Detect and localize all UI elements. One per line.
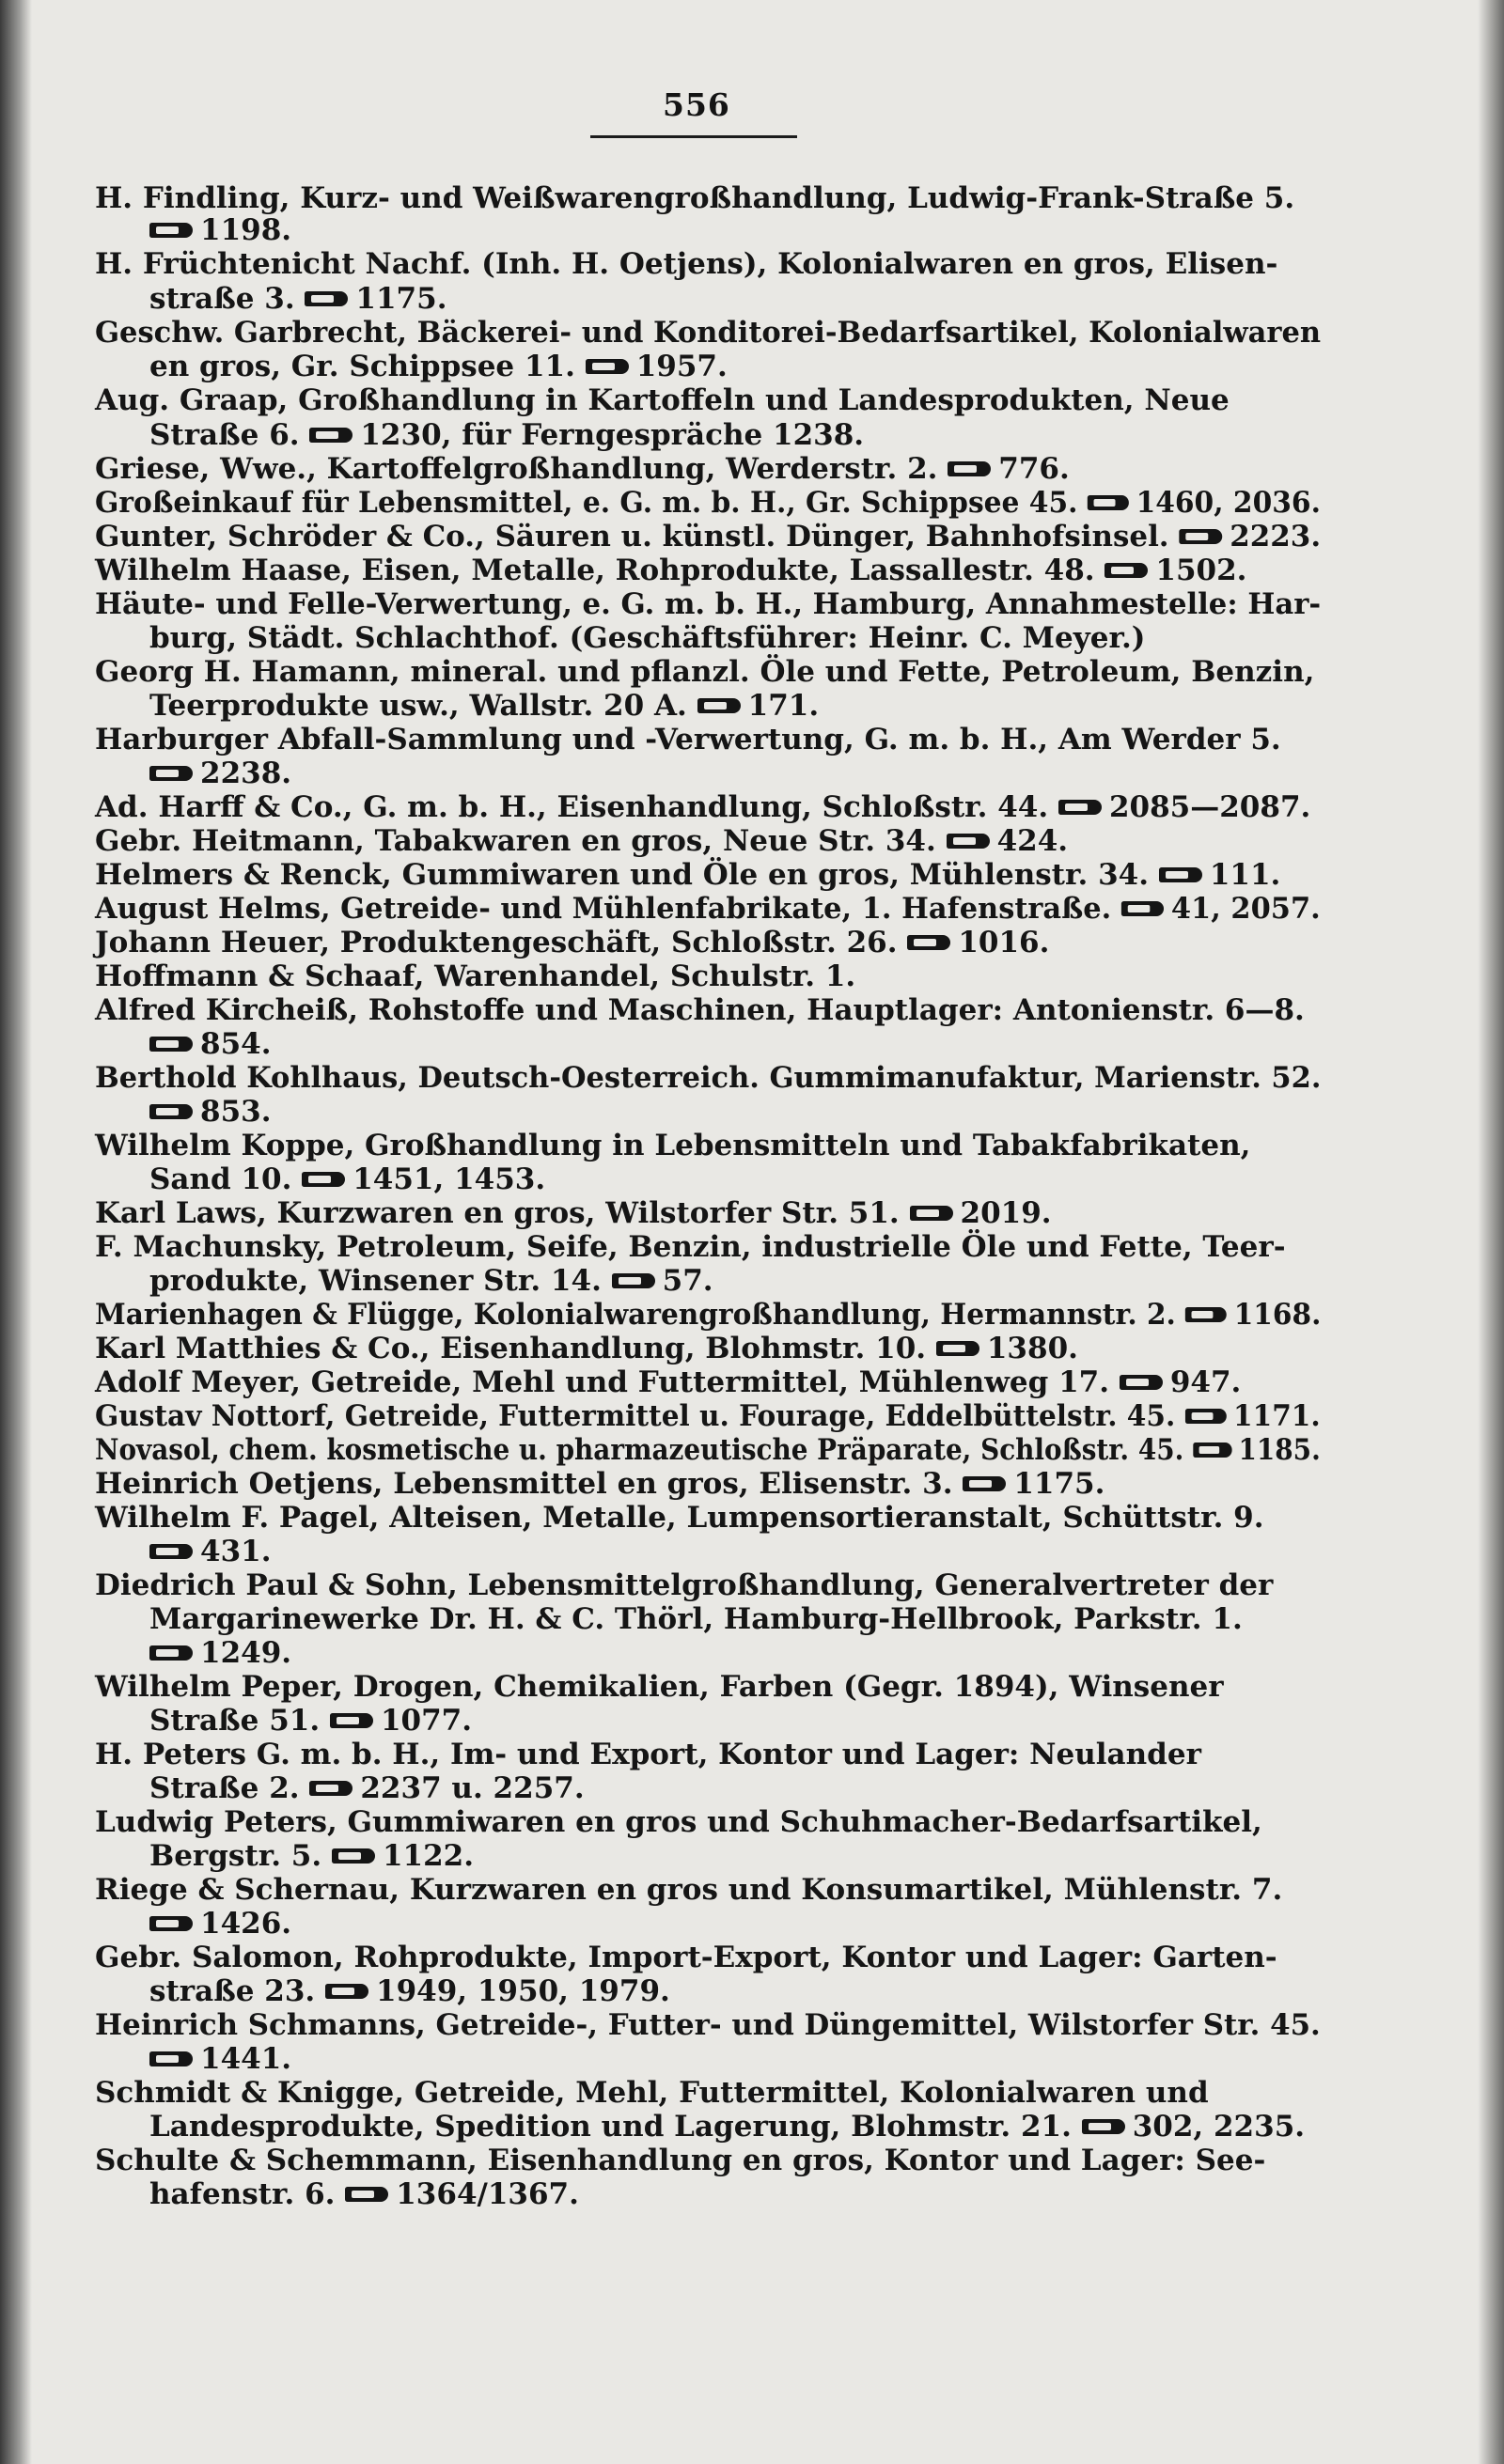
telephone-icon: [149, 1544, 193, 1559]
entry-text: H. Früchtenicht Nachf. (Inh. H. Oetjens), Kolonialwaren en gros, Elisen-: [95, 247, 1278, 281]
entry-text: Diedrich Paul & Sohn, Lebensmittelgroßhandlung, Generalvertreter der: [95, 1568, 1274, 1602]
entry-line: [149, 1907, 292, 1941]
telephone-icon: [1058, 800, 1102, 815]
entry-text: 431.: [200, 1535, 272, 1568]
entry-text: Aug. Graap, Großhandlung in Kartoffeln und Landesprodukten, Neue: [95, 383, 1230, 417]
entry-line: [95, 1131, 1250, 1161]
entry-line: [149, 1704, 473, 1738]
entry-text: Sand 10.: [149, 1162, 292, 1196]
phone-number: 1171.: [1233, 1399, 1321, 1433]
entry-line: [95, 1805, 1262, 1839]
entry-line: [149, 1162, 546, 1196]
entry-line: [95, 725, 1281, 755]
entry-line: [95, 2008, 1321, 2042]
entry-text: Marienhagen & Flügge, Kolonialwarengroßhandlung, Hermannstr. 2.: [95, 1298, 1176, 1332]
entry-text: Margarinewerke Dr. H. & C. Thörl, Hamburg-Hellbrook, Parkstr. 1.: [149, 1602, 1243, 1636]
entry-text: 853.: [200, 1095, 272, 1129]
telephone-icon: [1104, 563, 1148, 578]
entry-line: [95, 1740, 1201, 1770]
entry-text: August Helms, Getreide- und Mühlenfabrikate, 1. Hafenstraße.: [95, 892, 1112, 926]
entry-line: [95, 452, 1070, 486]
entry-line: [95, 993, 1305, 1027]
telephone-icon: [586, 359, 629, 374]
entry-text: Karl Matthies & Co., Eisenhandlung, Blohmstr. 10.: [95, 1332, 927, 1365]
telephone-icon: [1088, 495, 1129, 510]
telephone-icon: [149, 1916, 193, 1931]
entry-line: [95, 1873, 1283, 1907]
entry-line: [95, 383, 1230, 417]
entry-line: [95, 2076, 1209, 2110]
entry-text: Karl Laws, Kurzwaren en gros, Wilstorfer Str. 51.: [95, 1196, 900, 1230]
telephone-icon: [1185, 1307, 1227, 1322]
telephone-icon: [1121, 901, 1164, 916]
entry-text: burg, Städt. Schlachthof. (Geschäftsführer: Heinr. C. Meyer.): [149, 621, 1146, 655]
entry-text: Teerprodukte usw., Wallstr. 20 A.: [149, 689, 687, 723]
telephone-icon: [302, 1172, 345, 1187]
telephone-icon: [332, 1848, 375, 1864]
entry-text: H. Findling, Kurz- und Weißwarengroßhandlung, Ludwig-Frank-Straße 5.: [95, 181, 1295, 215]
entry-line: [149, 1636, 292, 1670]
phone-number: 1175.: [355, 282, 447, 316]
phone-number: 1949, 1950, 1979.: [376, 1974, 670, 2008]
phone-number: 1168.: [1233, 1298, 1322, 1332]
entry-text: en gros, Gr. Schippsee 11.: [149, 350, 575, 383]
entry-line: [95, 1433, 1321, 1467]
entry-text: straße 3.: [149, 282, 295, 316]
telephone-icon: [1193, 1443, 1231, 1458]
phone-number: 111.: [1209, 858, 1281, 892]
telephone-icon: [149, 1104, 193, 1119]
phone-number: 2237 u. 2257.: [360, 1771, 585, 1805]
telephone-icon: [612, 1273, 655, 1288]
entry-text: Hoffmann & Schaaf, Warenhandel, Schulstr. 1.: [95, 959, 856, 993]
entry-text: 2238.: [200, 756, 292, 790]
entry-text: 1198.: [200, 213, 292, 247]
phone-number: 1502.: [1155, 554, 1247, 587]
phone-number: 302, 2235.: [1132, 2110, 1306, 2144]
phone-number: 1175.: [1013, 1467, 1105, 1501]
entry-line: [149, 213, 292, 247]
entry-text: hafenstr. 6.: [149, 2177, 336, 2211]
entry-text: Adolf Meyer, Getreide, Mehl und Futtermittel, Mühlenweg 17.: [95, 1365, 1110, 1399]
entry-text: Wilhelm Koppe, Großhandlung in Lebensmitteln und Tabakfabrikaten,: [95, 1129, 1251, 1162]
entry-line: [95, 2146, 1265, 2175]
entry-text: Wilhelm Haase, Eisen, Metalle, Rohprodukte, Lassallestr. 48.: [95, 554, 1095, 587]
telephone-icon: [1082, 2119, 1125, 2134]
entry-line: [95, 1230, 1286, 1264]
entry-line: [95, 316, 1322, 350]
entry-line: [95, 892, 1321, 926]
entry-text: Georg H. Hamann, mineral. und pflanzl. Öle und Fette, Petroleum, Benzin,: [95, 655, 1315, 689]
entry-line: [95, 1298, 1322, 1332]
telephone-icon: [330, 1713, 373, 1728]
entry-line: [95, 928, 1049, 958]
entry-text: Heinrich Oetjens, Lebensmittel en gros, Elisenstr. 3.: [95, 1467, 953, 1501]
telephone-icon: [910, 1206, 953, 1221]
entry-line: [95, 858, 1281, 892]
entry-text: Heinrich Schmanns, Getreide-, Futter- und Düngemittel, Wilstorfer Str. 45.: [95, 2008, 1321, 2042]
telephone-icon: [309, 1781, 352, 1796]
entry-line: [95, 1501, 1264, 1535]
entry-text: produkte, Winsener Str. 14.: [149, 1264, 602, 1298]
entry-text: H. Peters G. m. b. H., Im- und Export, Kontor und Lager: Neulander: [95, 1738, 1201, 1771]
telephone-icon: [149, 1645, 193, 1661]
entry-text: Wilhelm Peper, Drogen, Chemikalien, Farben (Gegr. 1894), Winsener: [95, 1670, 1224, 1704]
entry-line: [149, 352, 728, 382]
phone-number: 1460, 2036.: [1136, 486, 1321, 520]
entry-line: [95, 1467, 1105, 1501]
telephone-icon: [1185, 1409, 1227, 1424]
phone-number: 2085—2087.: [1108, 790, 1311, 824]
entry-line: [149, 1264, 713, 1298]
entry-line: [149, 1771, 585, 1805]
entry-text: Straße 51.: [149, 1704, 321, 1738]
telephone-icon: [1179, 529, 1222, 544]
entry-line: [95, 790, 1311, 824]
entry-text: Harburger Abfall-Sammlung und -Verwertung, G. m. b. H., Am Werder 5.: [95, 723, 1281, 756]
phone-number: 776.: [998, 452, 1070, 486]
entry-text: Riege & Schernau, Kurzwaren en gros und Konsumartikel, Mühlenstr. 7.: [95, 1873, 1283, 1907]
telephone-icon: [947, 834, 990, 849]
entry-text: Ad. Harff & Co., G. m. b. H., Eisenhandlung, Schloßstr. 44.: [95, 790, 1049, 824]
telephone-icon: [936, 1341, 979, 1356]
entry-line: [149, 1974, 670, 2008]
phone-number: 41, 2057.: [1170, 892, 1321, 926]
entry-line: [95, 1670, 1224, 1704]
entry-text: Schulte & Schemmann, Eisenhandlung en gros, Kontor und Lager: See-: [95, 2144, 1266, 2177]
entry-line: [95, 486, 1321, 520]
entry-line: [149, 2110, 1306, 2144]
entry-line: [95, 824, 1069, 858]
phone-number: 1957.: [635, 350, 728, 383]
phone-number: 1185.: [1238, 1433, 1321, 1467]
entry-text: straße 23.: [149, 1974, 316, 2008]
entry-text: 854.: [200, 1027, 272, 1061]
entry-line: [149, 1839, 475, 1873]
telephone-icon: [1159, 867, 1202, 882]
telephone-icon: [907, 935, 950, 950]
entry-text: Bergstr. 5.: [149, 1839, 322, 1873]
entry-line: [149, 1027, 272, 1061]
entry-line: [95, 959, 856, 993]
entry-text: Gebr. Heitmann, Tabakwaren en gros, Neue Str. 34.: [95, 824, 936, 858]
entry-text: 1249.: [200, 1636, 292, 1670]
phone-number: 947.: [1169, 1365, 1242, 1399]
entry-line: [95, 655, 1315, 689]
entry-line: [95, 1568, 1274, 1602]
telephone-icon: [325, 1984, 368, 1999]
phone-number: 424.: [996, 824, 1069, 858]
telephone-icon: [963, 1476, 1006, 1491]
phone-number: 57.: [662, 1264, 713, 1298]
entry-line: [95, 1365, 1242, 1399]
page-number: 556: [663, 86, 730, 123]
entry-text: Alfred Kircheiß, Rohstoffe und Maschinen, Hauptlager: Antonienstr. 6—8.: [95, 993, 1305, 1027]
entry-line: [95, 181, 1295, 215]
entry-line: [149, 2042, 292, 2076]
entry-text: Johann Heuer, Produktengeschäft, Schloßstr. 26.: [95, 926, 898, 959]
telephone-icon: [149, 223, 193, 238]
phone-number: 2223.: [1230, 520, 1322, 554]
entry-text: Straße 2.: [149, 1771, 300, 1805]
entry-line: [149, 1095, 272, 1129]
phone-number: 1077.: [380, 1704, 473, 1738]
entry-text: Novasol, chem. kosmetische u. pharmazeutische Präparate, Schloßstr. 45.: [95, 1433, 1184, 1467]
entry-line: [149, 282, 447, 316]
phone-number: 1122.: [382, 1839, 475, 1873]
entry-text: Gebr. Salomon, Rohprodukte, Import-Export, Kontor und Lager: Garten-: [95, 1941, 1277, 1974]
phone-number: 1380.: [986, 1332, 1078, 1365]
telephone-icon: [309, 428, 352, 443]
entry-line: [149, 1537, 272, 1567]
telephone-icon: [1120, 1375, 1163, 1390]
entry-text: Wilhelm F. Pagel, Alteisen, Metalle, Lumpensortieranstalt, Schüttstr. 9.: [95, 1501, 1264, 1535]
entry-line: [95, 1943, 1277, 1973]
entry-text: Schmidt & Knigge, Getreide, Mehl, Futtermittel, Kolonialwaren und: [95, 2076, 1209, 2110]
phone-number: 171.: [747, 689, 820, 723]
telephone-icon: [149, 1037, 193, 1052]
telephone-icon: [345, 2187, 388, 2202]
telephone-icon: [149, 2051, 193, 2066]
telephone-icon: [305, 291, 348, 306]
entry-text: Häute- und Felle-Verwertung, e. G. m. b. H., Hamburg, Annahmestelle: Har-: [95, 587, 1322, 621]
phone-number: 1364/1367.: [396, 2177, 579, 2211]
entry-text: Landesprodukte, Spedition und Lagerung, Blohmstr. 21.: [149, 2110, 1072, 2144]
entry-text: Gunter, Schröder & Co., Säuren u. künstl. Dünger, Bahnhofsinsel.: [95, 520, 1169, 554]
entry-line: [95, 247, 1278, 281]
entry-text: 1441.: [200, 2042, 292, 2076]
phone-number: 1230, für Ferngespräche 1238.: [360, 418, 865, 452]
entry-line: [149, 756, 292, 790]
entry-line: [95, 587, 1322, 621]
entry-line: [149, 418, 865, 452]
phone-number: 1451, 1453.: [352, 1162, 546, 1196]
entry-line: [95, 556, 1246, 585]
entry-line: [95, 1334, 1078, 1364]
entry-text: Straße 6.: [149, 418, 300, 452]
telephone-icon: [948, 461, 991, 476]
entry-text: Griese, Wwe., Kartoffelgroßhandlung, Werderstr. 2.: [95, 452, 938, 486]
entry-text: Ludwig Peters, Gummiwaren en gros und Schuhmacher-Bedarfsartikel,: [95, 1805, 1262, 1839]
entry-text: Geschw. Garbrecht, Bäckerei- und Konditorei-Bedarfsartikel, Kolonialwaren: [95, 316, 1322, 350]
entry-line: [149, 1602, 1243, 1636]
entry-line: [95, 1196, 1052, 1230]
entry-line: [149, 2177, 579, 2211]
telephone-icon: [697, 698, 741, 713]
entry-line: [95, 1061, 1322, 1095]
entry-line: [95, 1399, 1321, 1433]
entry-text: F. Machunsky, Petroleum, Seife, Benzin, industrielle Öle und Fette, Teer-: [95, 1230, 1286, 1264]
phone-number: 2019.: [960, 1196, 1052, 1230]
entry-line: [149, 689, 820, 723]
phone-number: 1016.: [958, 926, 1050, 959]
entry-text: Gustav Nottorf, Getreide, Futtermittel u. Fourage, Eddelbüttelstr. 45.: [95, 1399, 1176, 1433]
entry-line: [95, 522, 1321, 552]
entry-text: Großeinkauf für Lebensmittel, e. G. m. b. H., Gr. Schippsee 45.: [95, 486, 1078, 520]
entry-line: [149, 621, 1146, 655]
telephone-icon: [149, 766, 193, 781]
entry-text: 1426.: [200, 1907, 292, 1941]
entry-text: Helmers & Renck, Gummiwaren und Öle en gros, Mühlenstr. 34.: [95, 858, 1150, 892]
entry-text: Berthold Kohlhaus, Deutsch-Oesterreich. Gummimanufaktur, Marienstr. 52.: [95, 1061, 1322, 1095]
